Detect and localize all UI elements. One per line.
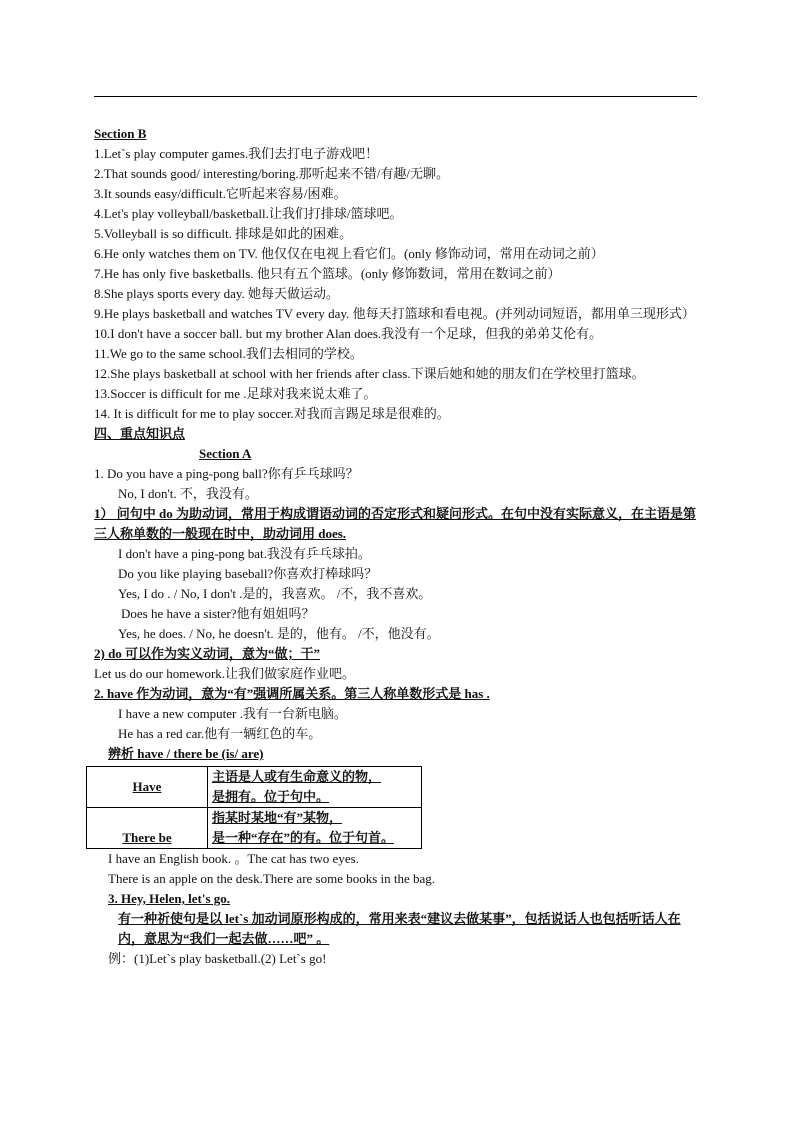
example-11: 例：(1)Let`s play basketball.(2) Let`s go! <box>108 951 327 966</box>
example-8: He has a red car.他有一辆红色的车。 <box>118 726 322 741</box>
sentence-10: 10.I don't have a soccer ball. but my brother Alan does.我没有一个足球，但我的弟弟艾伦有。 <box>94 326 603 341</box>
point-3-note: 有一种祈使句是以 let`s 加动词原形构成的，常用来表“建议去做某事”，包括说话人也包括听话人在内，意思为“我们一起去做……吧” 。 <box>118 911 681 946</box>
sentence-14: 14. It is difficult for me to play soccer.对我而言踢足球是很难的。 <box>94 406 450 421</box>
sentence-3: 3.It sounds easy/difficult.它听起来容易/困难。 <box>94 186 347 201</box>
point-1-note: 1） 问句中 do 为助动词，常用于构成谓语动词的否定形式和疑问形式。在句中没有实际意义，在主语是第三人称单数的一般现在时中，助动词用 does. <box>94 506 696 541</box>
sentence-7: 7.He has only five basketballs. 他只有五个篮球。(only 修饰数词，常用在数词之前） <box>94 266 561 281</box>
compare-desc-there-be-line-2: 是一种“存在”的有。位于句首。 <box>212 830 395 845</box>
point-1-answer: No, I don't. 不，我没有。 <box>118 486 258 501</box>
example-1: I don't have a ping-pong bat.我没有乒乓球拍。 <box>118 546 371 561</box>
example-6: Let us do our homework.让我们做家庭作业吧。 <box>94 666 356 681</box>
sentence-12: 12.She plays basketball at school with her friends after class.下课后她和她的朋友们在学校里打篮球。 <box>94 366 645 381</box>
header-rule <box>94 96 697 97</box>
sentence-4: 4.Let's play volleyball/basketball.让我们打排球/篮球吧。 <box>94 206 403 221</box>
sentence-8: 8.She plays sports every day. 她每天做运动。 <box>94 286 340 301</box>
compare-row-there-be <box>87 808 422 849</box>
example-3: Yes, I do . / No, I don't .是的，我喜欢。 /不，我不喜欢。 <box>118 586 432 601</box>
sentence-6: 6.He only watches them on TV. 他仅仅在电视上看它们。(only 修饰动词，常用在动词之前） <box>94 246 604 261</box>
compare-table <box>86 766 422 849</box>
section-a-heading: Section A <box>199 446 252 461</box>
document-body <box>94 124 704 969</box>
compare-desc-have-line-1: 主语是人或有生命意义的物， <box>212 769 382 784</box>
point-1-note-2: 2) do 可以作为实义动词，意为“做；干” <box>94 646 321 661</box>
sentence-1: 1.Let`s play computer games.我们去打电子游戏吧！ <box>94 146 379 161</box>
sentence-13: 13.Soccer is difficult for me .足球对我来说太难了。 <box>94 386 377 401</box>
point-3-heading: 3. Hey, Helen, let's go. <box>108 891 231 906</box>
compare-desc-have-line-2: 是拥有。位于句中。 <box>212 789 330 804</box>
sentence-9: 9.He plays basketball and watches TV every day. 他每天打篮球和看电视。(并列动词短语，都用单三现形式） <box>94 306 695 321</box>
example-10: There is an apple on the desk.There are some books in the bag. <box>108 871 436 886</box>
sentence-2: 2.That sounds good/ interesting/boring.那听起来不错/有趣/无聊。 <box>94 166 449 181</box>
point-2-note: 2. have 作为动词，意为“有”强调所属关系。第三人称单数形式是 has . <box>94 686 490 701</box>
compare-desc-have <box>208 767 422 808</box>
example-2: Do you like playing baseball?你喜欢打棒球吗？ <box>118 566 378 581</box>
example-5: Yes, he does. / No, he doesn't. 是的，他有。 /不，他没有。 <box>118 626 440 641</box>
compare-row-have <box>87 767 422 808</box>
section-b-heading: Section B <box>94 126 147 141</box>
compare-desc-there-be-line-1: 指某时某地“有”某物， <box>212 810 343 825</box>
compare-key-have: Have <box>87 767 208 808</box>
sentence-5: 5.Volleyball is so difficult. 排球是如此的困难。 <box>94 226 353 241</box>
example-7: I have a new computer .我有一台新电脑。 <box>118 706 347 721</box>
compare-key-there-be: There be <box>87 808 208 849</box>
compare-heading: 辨析 have / there be (is/ are) <box>108 746 264 761</box>
compare-desc-there-be <box>208 808 422 849</box>
point-1-question: 1. Do you have a ping-pong ball?你有乒乓球吗？ <box>94 466 359 481</box>
example-9: I have an English book. 。The cat has two eyes. <box>108 851 359 866</box>
key-points-heading: 四、重点知识点 <box>94 426 186 441</box>
sentence-11: 11.We go to the same school.我们去相同的学校。 <box>94 346 363 361</box>
example-4: Does he have a sister?他有姐姐吗？ <box>121 606 315 621</box>
